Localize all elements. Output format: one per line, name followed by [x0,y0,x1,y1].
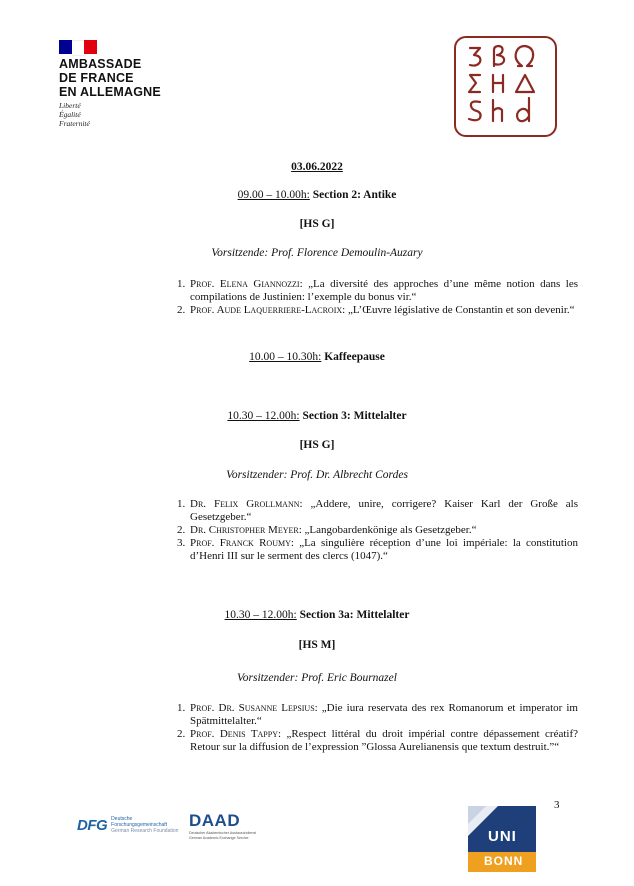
section-3-time: 10.30 – 12.00h: [227,410,300,422]
talk-speaker: Prof. Denis Tappy [190,728,278,740]
daad-text [189,831,256,840]
daad-line2: German Academic Exchange Service [189,835,249,840]
uni-label: UNI [488,828,517,845]
list-item [188,728,578,754]
talk-speaker: Prof. Franck Roumy [190,537,291,549]
section-3a-room: [HS M] [298,639,336,651]
motto-liberte: Liberté [59,101,81,110]
dfg-mark: DFG [77,816,108,834]
section-3a-talk-list [170,702,578,754]
section-3a-chair: Vorsitzender: Prof. Eric Bournazel [237,672,397,684]
section-3-talk-list [170,498,578,563]
daad-logo [189,812,256,840]
talk-title: : „Langobardenkönige als Gesetzgeber.“ [298,524,477,536]
dfg-line1: Deutsche [111,816,133,822]
embassy-name-line1: AMBASSADE [59,57,142,71]
uni-bonn-logo [468,806,536,872]
section-2-heading [0,189,634,201]
talk-title: : „Respect littéral du droit impérial contre dépassement créatif? Retour sur la diffusion de l’expression ”Glossa Aurelianensis que textum destruit.”“ [190,728,579,753]
embassy-name-line3: EN ALLEMAGNE [59,85,161,99]
section-3-chair: Vorsitzender: Prof. Dr. Albrecht Cordes [226,469,408,481]
page-number: 3 [554,799,560,811]
talk-title: : „La diversité des approches d’une même notion dans les compilations de Justinien: l’exemple du bonus vir.“ [190,278,578,303]
date-heading: 03.06.2022 [291,161,343,173]
seal-glyphs-icon [456,38,554,134]
motto-fraternite: Fraternité [59,119,90,128]
section-3a-heading [0,609,634,621]
talk-title: : „La singulière réception d’une loi impériale: la constitution d’Henri III sur le serment des clercs (1047).“ [190,537,578,562]
embassy-logo [59,40,161,128]
section-3-room: [HS G] [299,439,335,451]
section-2-title: Section 2: Antike [312,189,397,201]
section-2-chair: Vorsitzende: Prof. Florence Demoulin-Auzary [211,247,423,259]
talk-speaker: Dr. Christopher Meyer [190,524,299,536]
list-item [188,702,578,728]
society-seal-logo [454,36,557,137]
french-flag-icon [59,40,97,54]
bonn-label: BONN [484,854,524,868]
section-2-time: 09.00 – 10.00h: [237,189,310,201]
section-3a-title: Section 3a: Mittelalter [299,609,410,621]
talk-speaker: Prof. Dr. Susanne Lepsius [190,702,315,714]
section-2-talk-list [170,278,578,317]
list-item [188,304,578,317]
talk-speaker: Prof. Elena Giannozzi [190,278,300,290]
section-3a-time: 10.30 – 12.00h: [224,609,297,621]
list-item [188,498,578,524]
talk-title: : „Addere, unire, corrigere? Kaiser Karl der Große als Gesetzgeber.“ [190,498,578,523]
talk-speaker: Dr. Felix Grollmann [190,498,300,510]
embassy-name-line2: DE FRANCE [59,71,134,85]
motto [59,101,161,128]
list-item [188,524,578,537]
section-3-title: Section 3: Mittelalter [302,410,407,422]
daad-mark: DAAD [189,811,241,830]
list-item [188,278,578,304]
motto-egalite: Égalité [59,110,81,119]
talk-title: : „Die iura reservata des rex Romanorum et imperator im Spätmittelalter.“ [190,702,578,727]
dfg-line2: Forschungsgemeinschaft [111,822,168,828]
dfg-text [111,816,178,834]
break-title: Kaffeepause [324,351,385,363]
daad-line1: Deutscher Akademischer Austauschdienst [189,831,257,835]
dfg-line3: German Research Foundation [111,828,179,834]
break-time: 10.00 – 10.30h: [249,351,322,363]
dfg-logo [77,816,178,834]
coffee-break [0,351,634,363]
list-item [188,537,578,563]
section-2-room: [HS G] [299,218,335,230]
talk-speaker: Prof. Aude Laquerriere-Lacroix [190,304,343,316]
talk-title: : „L’Œuvre législative de Constantin et son devenir.“ [342,304,575,316]
section-3-heading [0,410,634,422]
